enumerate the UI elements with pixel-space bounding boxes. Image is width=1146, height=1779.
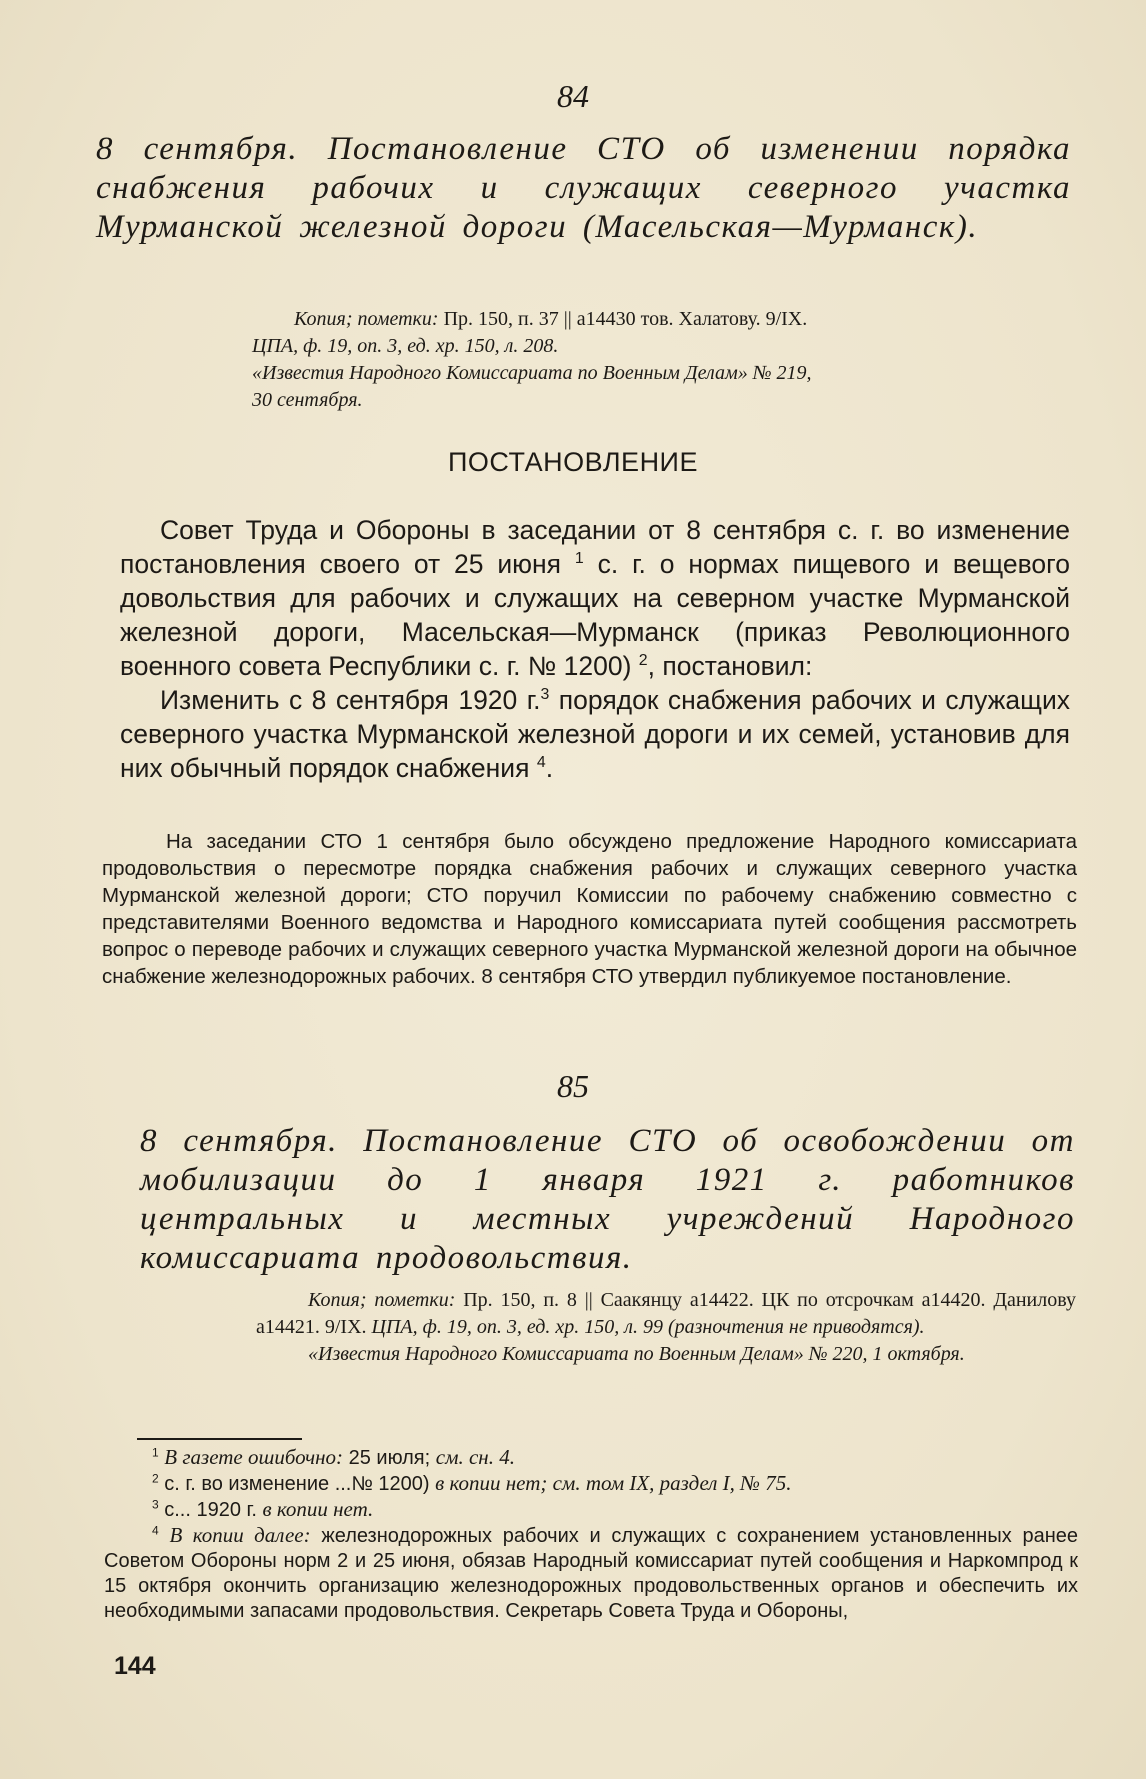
resolution-paragraph-1: Совет Труда и Обороны в заседании от 8 сентября с. г. во изменение постановления своего от 25 июня $^1$ с. г. о нормах пищевого и вещевого довольствия для рабочих и служащих на северном участке Мурманской железной дороги, Масельская—Мурманск (приказ Революционного военного совета Республики с. г. № 1200) $^2$, постановил: [120, 515, 1070, 681]
footnote-ref-4: 4 [536, 754, 546, 772]
footnote-3: $^3$ с... 1920 г. в копии нет. [152, 1497, 374, 1521]
footnote-2: $^2$ с. г. во изменение ...№ 1200) в копии нет; см. том IX, раздел I, № 75. [152, 1471, 792, 1495]
footnotes [104, 1445, 1078, 1624]
document-title-84: 8 сентября. Постановление СТО об изменении порядка снабжения рабочих и служащих северного участка Мурманской железной дороги (Масельская—Мурманск). [96, 131, 1071, 245]
document-number-84: 84 [557, 78, 589, 114]
editorial-note-84: На заседании СТО 1 сентября было обсуждено предложение Народного комиссариата продовольствия о пересмотре порядка снабжения рабочих и служащих северного участка Мурманской железной дороги; СТО поручил Комиссии по рабочему снабжению совместно с представителями Военного ведомства и Народного комиссариата путей сообщения рассмотреть вопрос о переводе рабочих и служащих северного участка Мурманской железной дороги на обычное снабжение железнодорожных рабочих. 8 сентября СТО утвердил публикуемое постановление. [102, 830, 1077, 988]
source-publication-date: 30 сентября. [252, 389, 363, 411]
footnote-ref-3: 3 [540, 686, 550, 704]
resolution-paragraph-2: Изменить с 8 сентября 1920 г.$^3$ порядок снабжения рабочих и служащих северного участка Мурманской железной дороги и их семей, установив для них обычный порядок снабжения $^4$. [120, 685, 1070, 783]
source-marks-85: Копия; пометки: Пр. 150, п. 8 || Саакянцу а14422. ЦК по отсрочкам а14420. Данилову а14421. 9/IX. ЦПА, ф. 19, оп. 3, ед. хр. 150, л. 99 (разночтения не приводятся). [256, 1289, 1076, 1338]
source-note-85 [256, 1287, 1076, 1368]
document-number-85: 85 [557, 1068, 589, 1104]
source-publication: «Известия Народного Комиссариата по Военным Делам» № 219, [252, 362, 812, 384]
source-marks: Пр. 150, п. 37 || а14430 тов. Халатову. 9/IX. [438, 308, 808, 330]
document-title-85: 8 сентября. Постановление СТО об освобождении от мобилизации до 1 января 1921 г. работников центральных и местных учреждений Народного комиссариата продовольствия. [140, 1123, 1075, 1276]
footnote-1: $^1$ В газете ошибочно: 25 июля; см. сн. 4. [152, 1445, 515, 1469]
resolution-body [120, 513, 1070, 785]
source-label: Копия; пометки: [294, 308, 439, 330]
page-number: 144 [114, 1652, 156, 1680]
source-archive: ЦПА, ф. 19, оп. 3, ед. хр. 150, л. 208. [252, 335, 559, 357]
footnote-ref-2: 2 [638, 652, 648, 670]
source-note-84 [252, 306, 1075, 414]
section-heading: ПОСТАНОВЛЕНИЕ [448, 447, 698, 477]
source-publication-85: «Известия Народного Комиссариата по Военным Делам» № 220, 1 октября. [308, 1343, 965, 1365]
footnote-ref-1: 1 [574, 550, 584, 568]
footnote-separator [137, 1438, 302, 1440]
footnote-4: $^4$ В копии далее: железнодорожных рабочих и служащих с сохранением установленных ранее Советом Обороны норм 2 и 25 июня, обязав Народный комиссариат путей сообщения и Наркомпрод к 15 октября окончить организацию железнодорожных продовольственных органов и обеспечить их необходимыми запасами продовольствия. Секретарь Совета Труда и Обороны, [104, 1523, 1079, 1622]
